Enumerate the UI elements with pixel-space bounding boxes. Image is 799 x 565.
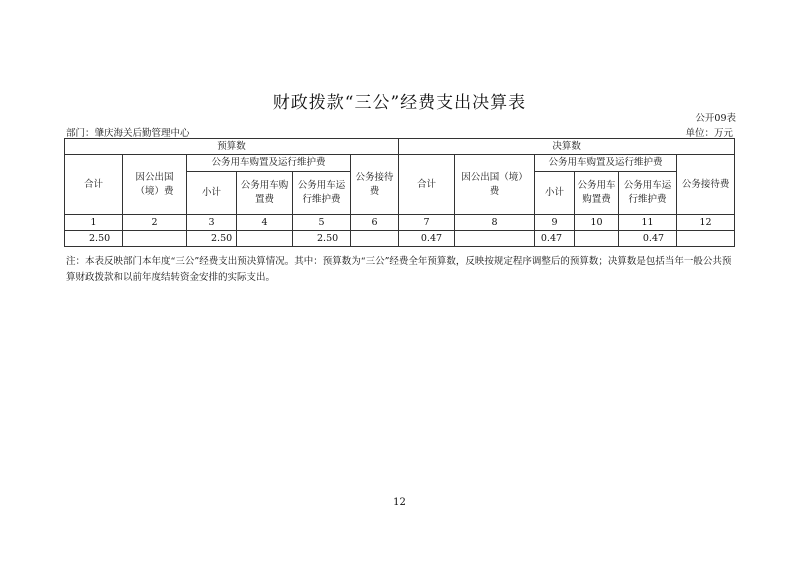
- page-number: 12: [393, 497, 406, 508]
- value-cell: [677, 231, 735, 247]
- index-row: [65, 215, 735, 231]
- form-number: 公开09表: [695, 113, 736, 124]
- final-vehicle-header: 公务用车购置及运行维护费: [535, 155, 677, 172]
- budget-total-header: 合计: [65, 155, 123, 215]
- value-cell: 0.47: [535, 231, 575, 247]
- budget-vehicle-operation-header: 公务用车运行维护费: [293, 172, 351, 215]
- budget-header: 预算数: [65, 139, 399, 155]
- final-reception-header: 公务接待费: [677, 155, 735, 215]
- value-cell: 0.47: [619, 231, 677, 247]
- header-row-2: [65, 155, 735, 172]
- value-cell: [455, 231, 535, 247]
- value-cell: 2.50: [293, 231, 351, 247]
- index-cell: 7: [399, 215, 455, 231]
- value-cell: [575, 231, 619, 247]
- budget-abroad-header: 因公出国（境）费: [123, 155, 187, 215]
- final-subtotal-header: 小计: [535, 172, 575, 215]
- final-vehicle-purchase-header: 公务用车购置费: [575, 172, 619, 215]
- index-cell: 12: [677, 215, 735, 231]
- index-cell: 8: [455, 215, 535, 231]
- index-cell: 2: [123, 215, 187, 231]
- value-cell: 2.50: [65, 231, 123, 247]
- budget-reception-header: 公务接待费: [351, 155, 399, 215]
- value-row: [65, 231, 735, 247]
- budget-vehicle-header: 公务用车购置及运行维护费: [187, 155, 351, 172]
- final-vehicle-operation-header: 公务用车运行维护费: [619, 172, 677, 215]
- index-cell: 11: [619, 215, 677, 231]
- header-row-1: [65, 139, 735, 155]
- final-total-header: 合计: [399, 155, 455, 215]
- index-cell: 9: [535, 215, 575, 231]
- budget-subtotal-header: 小计: [187, 172, 237, 215]
- index-cell: 10: [575, 215, 619, 231]
- unit-label: 单位：万元: [685, 128, 733, 139]
- index-cell: 1: [65, 215, 123, 231]
- index-cell: 4: [237, 215, 293, 231]
- value-cell: [237, 231, 293, 247]
- value-cell: [351, 231, 399, 247]
- index-cell: 5: [293, 215, 351, 231]
- final-abroad-header: 因公出国（境）费: [455, 155, 535, 215]
- expenditure-table: [64, 138, 735, 247]
- index-cell: 6: [351, 215, 399, 231]
- index-cell: 3: [187, 215, 237, 231]
- final-header: 决算数: [399, 139, 735, 155]
- department-label: 部门：肇庆海关后勤管理中心: [66, 128, 190, 139]
- value-cell: 0.47: [399, 231, 455, 247]
- value-cell: 2.50: [187, 231, 237, 247]
- table-note: 注：本表反映部门本年度“三公”经费支出预决算情况。其中：预算数为“三公”经费全年预算数，反映按规定程序调整后的预算数；决算数是包括当年一般公共预算财政拨款和以前年度结转资金安排的实际支出。: [66, 256, 732, 283]
- page-title: 财政拨款“三公”经费支出决算表: [272, 93, 527, 113]
- value-cell: [123, 231, 187, 247]
- budget-vehicle-purchase-header: 公务用车购置费: [237, 172, 293, 215]
